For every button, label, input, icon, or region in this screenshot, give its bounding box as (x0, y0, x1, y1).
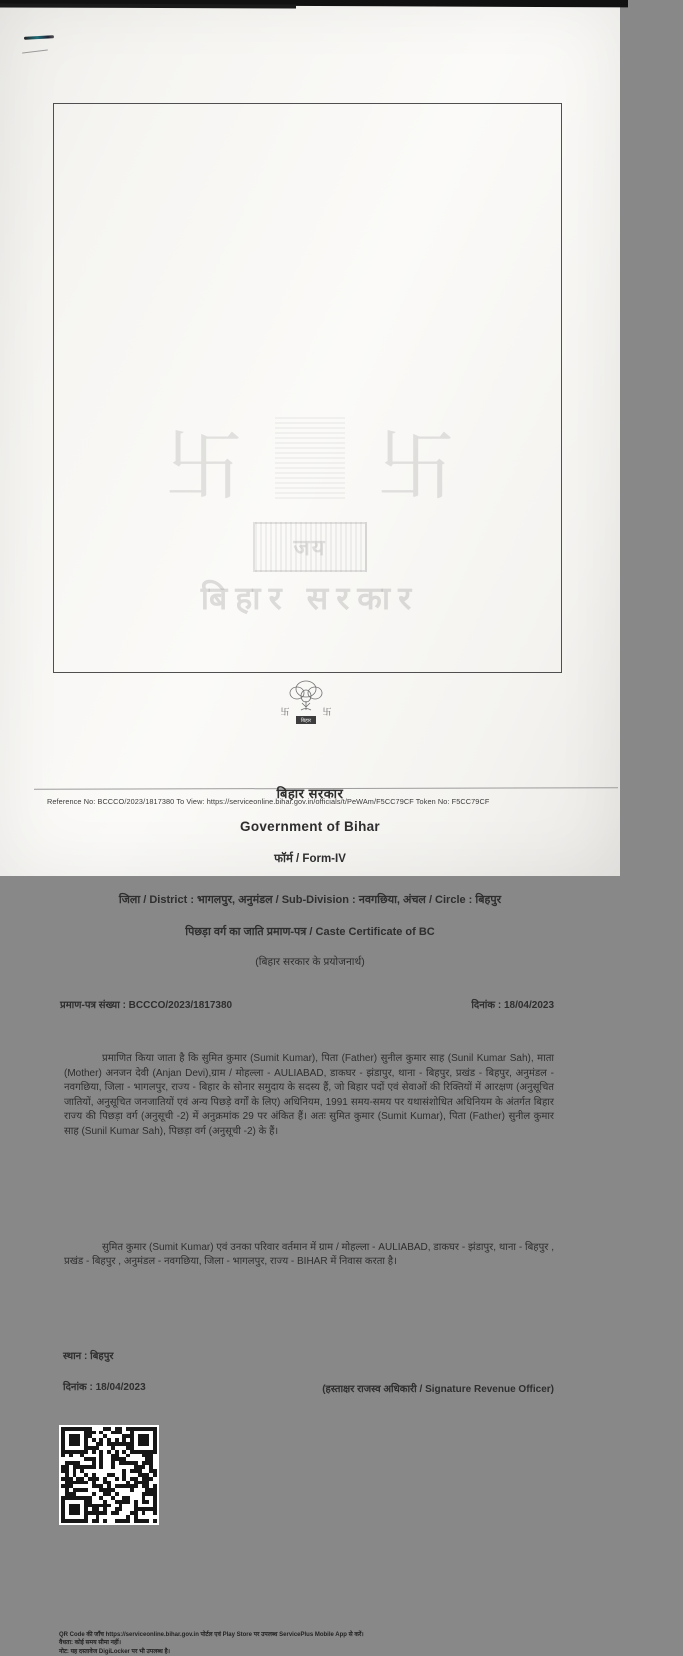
swastika-watermark-icon: 卐 (165, 422, 244, 512)
certificate-title: पिछड़ा वर्ग का जाति प्रमाण-पत्र / Caste Certificate of BC (185, 926, 435, 938)
pencil-line-artifact (22, 49, 48, 53)
certificate-meta-row (60, 997, 554, 1011)
qr-note-validity: वैधता: कोई समय सीमा नहीं। (59, 1640, 121, 1647)
qr-verification-notes (59, 1631, 479, 1656)
certificate-number: प्रमाण-पत्र संख्या : BCCCO/2023/1817380 (60, 1000, 233, 1011)
emblem-banner-text: बिहार (300, 718, 312, 724)
certificate-border-box (53, 103, 562, 673)
place-line: स्थान : बिहपुर (63, 1350, 114, 1362)
issue-date: दिनांक : 18/04/2023 (471, 1000, 554, 1011)
certification-paragraph: प्रमाणित किया जाता है कि सुमित कुमार (Sumit Kumar), पिता (Father) सुनील कुमार साह (Sunil Kumar Sah), माता (Mother) अनजन देवी (Anjan Devi),ग्राम / मोहल्ला - AULIABAD, डाकघर - झंडापुर, थाना - बिहपुर, प्रखंड - बिहपुर, अनुमंडल - नवगछिया, जिला - भागलपुर, राज्य - बिहार के सोनार समुदाय के सदस्य हैं, जो बिहार पदों एवं सेवाओं की रिक्तियों में आरक्षण (अनुसूचित जातियों, अनुसूचित जनजातियों एवं अन्य पिछड़े वर्गों के लिए) अधिनियम, 1991 समय-समय पर यथासंशोधित अधिनियम के अंतर्गत बिहार राज्य की पिछड़ा वर्ग (अनुसूची -2) में अनुक्रमांक 29 पर अंकित हैं। अतः सुमित कुमार (Sumit Kumar), पिता (Father) सुनील कुमार साह (Sunil Kumar Sah), पिछड़ा वर्ग (अनुसूची -2) के हैं। (64, 1053, 554, 1137)
residence-paragraph: सुमित कुमार (Sumit Kumar) एवं उनका परिवार वर्तमान में ग्राम / मोहल्ला - AULIABAD, डाकघर - झंडापुर, थाना - बिहपुर , प्रखंड - बिहपुर , अनुमंडल - नवगछिया, जिला - भागलपुर, राज्य - BIHAR में निवास करता है। (64, 1241, 554, 1268)
government-name-english: Government of Bihar (240, 819, 380, 834)
watermark-text: बिहार सरकार (200, 580, 420, 616)
qr-code (59, 1425, 159, 1525)
signature-date-line: दिनांक : 18/04/2023 (63, 1381, 146, 1393)
svg-text:卐: 卐 (322, 707, 332, 717)
reference-footer-line: Reference No: BCCCO/2023/1817380 To View: https://serviceonline.bihar.gov.in/officials/t/PeWAm/F5CC79CF Token No: F5CC79CF (47, 797, 490, 806)
revenue-officer-signature-label: (हस्ताक्षर राजस्व अधिकारी / Signature Revenue Officer) (322, 1383, 554, 1395)
swastika-watermark-icon: 卐 (376, 422, 455, 512)
district-subdivision-circle-line: जिला / District : भागलपुर, अनुमंडल / Sub-Division : नवगछिया, अंचल / Circle : बिहपुर (118, 894, 502, 906)
watermark-banner: जय (253, 522, 367, 572)
scan-edge-artifact-thick (0, 3, 296, 8)
bihar-government-emblem-icon (275, 677, 337, 727)
svg-text:卐: 卐 (280, 707, 290, 717)
pen-mark-artifact (24, 35, 54, 40)
form-number: फॉर्म / Form-IV (274, 853, 346, 865)
government-name-hindi: बिहार सरकार (276, 786, 344, 801)
qr-note-check: QR Code की जाँच https://serviceonline.bihar.gov.in पोर्टल एवं Play Store पर उपलब्ध ServicePlus Mobile App से करें। (59, 1631, 364, 1638)
qr-note-digilocker: नोट: यह दस्तावेज DigiLocker पर भी उपलब्ध है। (59, 1648, 170, 1655)
purpose-line: (बिहार सरकार के प्रयोजनार्थ) (255, 956, 365, 968)
